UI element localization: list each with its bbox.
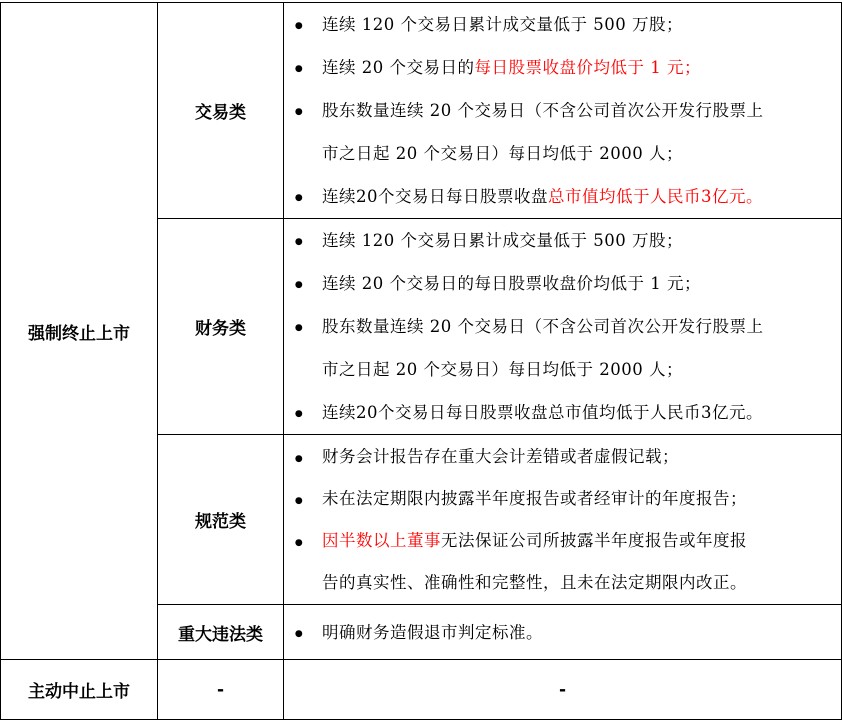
bullet-dot-icon: ● <box>294 495 304 506</box>
criteria-line <box>322 391 841 434</box>
criteria-line <box>322 611 841 654</box>
criteria-item <box>294 219 841 262</box>
criteria-cell-trading <box>284 3 842 219</box>
highlighted-text: 因半数以上董事 <box>322 530 441 550</box>
bullet-dot-icon: ● <box>294 280 304 290</box>
bullet-dot-icon: ● <box>294 107 304 117</box>
criteria-item <box>294 262 841 305</box>
voluntary-criteria-cell: - <box>284 660 842 720</box>
table-row <box>1 3 842 219</box>
criteria-text: 连续 120 个交易日累计成交量低于 500 万股； <box>322 15 683 34</box>
criteria-cell-compliance <box>284 435 842 605</box>
category-voluntary-delisting: 主动中止上市 <box>1 660 158 720</box>
criteria-item <box>294 175 841 218</box>
highlighted-text: 总市值均低于人民币3亿元。 <box>548 187 763 206</box>
criteria-line <box>322 520 841 562</box>
criteria-text: 明确财务造假退市判定标准。 <box>322 622 543 642</box>
criteria-text: 连续20个交易日每日股票收盘总市值均低于人民币3亿元。 <box>322 403 763 422</box>
bullet-dot-icon: ● <box>294 21 304 31</box>
subcategory-major-violation: 重大违法类 <box>158 605 284 660</box>
criteria-text: 财务会计报告存在重大会计差错或者虚假记载； <box>322 446 679 466</box>
bullet-dot-icon: ● <box>294 409 304 419</box>
criteria-line <box>322 89 841 132</box>
criteria-line <box>322 562 841 604</box>
criteria-item <box>294 305 841 391</box>
criteria-text: 连续 20 个交易日的 <box>322 58 475 77</box>
bullet-dot-icon: ● <box>294 323 304 333</box>
criteria-line <box>322 219 841 262</box>
criteria-text: 市之日起 20 个交易日）每日均低于 2000 人； <box>322 144 683 163</box>
criteria-line <box>322 478 841 520</box>
criteria-line <box>322 175 841 218</box>
criteria-line <box>322 262 841 305</box>
criteria-item <box>294 436 841 478</box>
bullet-dot-icon: ● <box>294 193 304 203</box>
bullet-dot-icon: ● <box>294 453 304 464</box>
bullet-dot-icon: ● <box>294 628 304 639</box>
criteria-cell-major-violation <box>284 605 842 660</box>
delisting-table <box>0 2 842 720</box>
criteria-line <box>322 46 841 89</box>
criteria-item <box>294 46 841 89</box>
criteria-line <box>322 436 841 478</box>
criteria-item <box>294 520 841 604</box>
criteria-item <box>294 3 841 46</box>
subcategory-compliance: 规范类 <box>158 435 284 605</box>
criteria-cell-financial <box>284 219 842 435</box>
criteria-text: 无法保证公司所披露半年度报告或年度报 <box>441 530 747 550</box>
criteria-item <box>294 89 841 175</box>
category-forced-delisting: 强制终止上市 <box>1 3 158 660</box>
criteria-text: 连续20个交易日每日股票收盘 <box>322 187 548 206</box>
criteria-line <box>322 305 841 348</box>
criteria-text: 连续 120 个交易日累计成交量低于 500 万股； <box>322 231 683 250</box>
criteria-text: 告的真实性、准确性和完整性，且未在法定期限内改正。 <box>322 572 747 592</box>
criteria-text: 连续 20 个交易日的每日股票收盘价均低于 1 元； <box>322 274 701 293</box>
subcategory-trading: 交易类 <box>158 3 284 219</box>
criteria-text: 股东数量连续 20 个交易日（不含公司首次公开发行股票上 <box>322 101 764 120</box>
criteria-text: 市之日起 20 个交易日）每日均低于 2000 人； <box>322 360 683 379</box>
criteria-line <box>322 3 841 46</box>
bullet-dot-icon: ● <box>294 64 304 74</box>
criteria-text: 股东数量连续 20 个交易日（不含公司首次公开发行股票上 <box>322 317 764 336</box>
criteria-text: 未在法定期限内披露半年度报告或者经审计的年度报告； <box>322 488 747 508</box>
voluntary-subcategory-cell: - <box>158 660 284 720</box>
highlighted-text: 每日股票收盘价均低于 1 元； <box>474 58 701 77</box>
bullet-dot-icon: ● <box>294 537 304 548</box>
subcategory-financial: 财务类 <box>158 219 284 435</box>
criteria-line <box>322 348 841 391</box>
criteria-line <box>322 132 841 175</box>
criteria-item <box>294 611 841 654</box>
bullet-dot-icon: ● <box>294 237 304 247</box>
criteria-item <box>294 391 841 434</box>
criteria-item <box>294 478 841 520</box>
